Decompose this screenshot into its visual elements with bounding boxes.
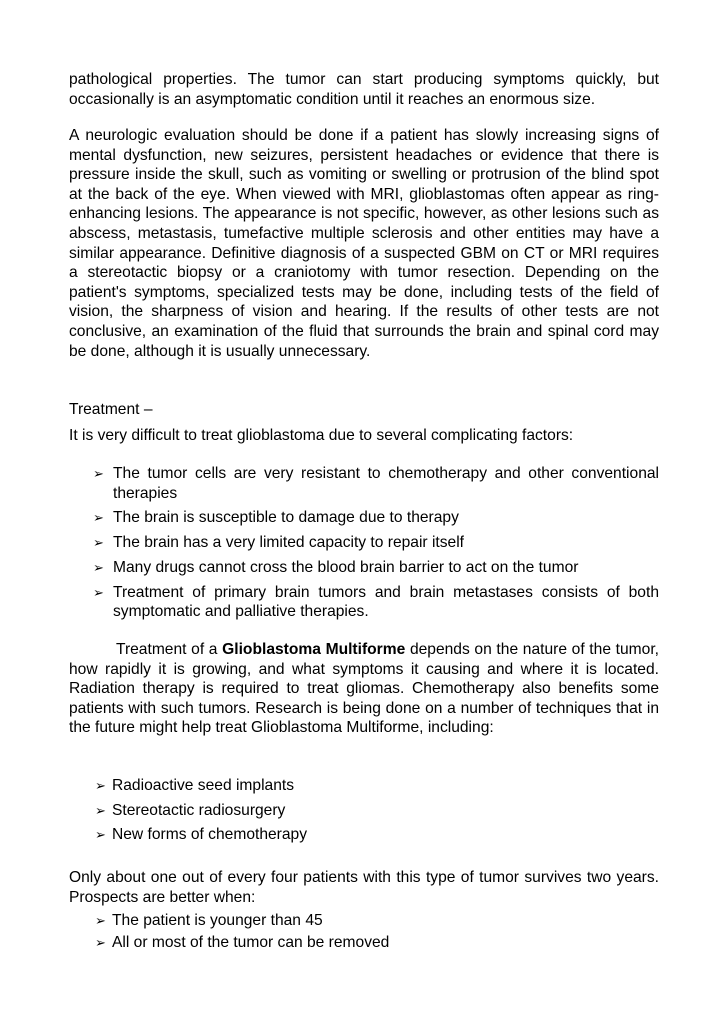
paragraph-treatment-gbm: Treatment of a Glioblastoma Multiforme depends on the nature of the tumor, how rapidly it is growing, and what symptoms it causing and where it is located. Radiation therapy is required to treat gliomas. Chemotherapy also benefits some patients with such tumors. Research is being done on a number of techniques that in the future might help treat Glioblastoma Multiforme, including: bbox=[69, 641, 659, 737]
arrow-bullet-icon bbox=[93, 508, 109, 527]
bold-term: Glioblastoma Multiforme bbox=[222, 641, 406, 658]
list-item: ➢ The brain is susceptible to damage due to therapy bbox=[69, 508, 659, 528]
list-item: ➢ Many drugs cannot cross the blood brain barrier to act on the tumor bbox=[69, 558, 659, 578]
paragraph-pathological: pathological properties. The tumor can start producing symptoms quickly, but occasionally is an asymptomatic condition until it reaches an enormous size. bbox=[69, 71, 659, 108]
list-item: ➢ The brain has a very limited capacity to repair itself bbox=[69, 533, 659, 553]
treatment-heading: Treatment – bbox=[69, 401, 153, 418]
arrow-bullet-icon bbox=[95, 825, 111, 844]
techniques-list bbox=[69, 776, 659, 850]
prospects-list bbox=[69, 911, 659, 954]
arrow-bullet-icon bbox=[93, 533, 109, 552]
list-item: ➢ The tumor cells are very resistant to chemotherapy and other conventional therapies bbox=[69, 464, 659, 503]
list-item: ➢ Treatment of primary brain tumors and brain metastases consists of both symptomatic and palliative therapies. bbox=[69, 583, 659, 622]
paragraph-prospects: Only about one out of every four patients with this type of tumor survives two years. Prospects are better when: bbox=[69, 869, 659, 906]
list-item: ➢ Radioactive seed implants bbox=[69, 776, 659, 796]
treatment-intro: It is very difficult to treat glioblastoma due to several complicating factors: bbox=[69, 427, 574, 444]
arrow-bullet-icon bbox=[95, 933, 111, 952]
complicating-factors-list bbox=[69, 464, 659, 627]
list-item: ➢ Stereotactic radiosurgery bbox=[69, 801, 659, 821]
list-item: ➢ New forms of chemotherapy bbox=[69, 825, 659, 845]
arrow-bullet-icon bbox=[93, 464, 109, 483]
arrow-bullet-icon bbox=[93, 583, 109, 602]
list-item: ➢ The patient is younger than 45 bbox=[69, 911, 659, 931]
arrow-bullet-icon bbox=[95, 911, 111, 930]
arrow-bullet-icon bbox=[93, 558, 109, 577]
paragraph-neurologic-evaluation: A neurologic evaluation should be done if a patient has slowly increasing signs of mental dysfunction, new seizures, persistent headaches or evidence that there is pressure inside the skull, such as vomiting or swelling or protrusion of the blind spot at the back of the eye. When viewed with MRI, glioblastomas often appear as ring-enhancing lesions. The appearance is not specific, however, as other lesions such as abscess, metastasis, tumefactive multiple sclerosis and other entities may have a similar appearance. Definitive diagnosis of a suspected GBM on CT or MRI requires a stereotactic biopsy or a craniotomy with tumor resection. Depending on the patient's symptoms, specialized tests may be done, including tests of the field of vision, the sharpness of vision and hearing. If the results of other tests are not conclusive, an examination of the fluid that surrounds the brain and spinal cord may be done, although it is usually unnecessary. bbox=[69, 127, 659, 360]
arrow-bullet-icon bbox=[95, 801, 111, 820]
list-item: ➢ All or most of the tumor can be removed bbox=[69, 933, 659, 953]
arrow-bullet-icon bbox=[95, 776, 111, 795]
